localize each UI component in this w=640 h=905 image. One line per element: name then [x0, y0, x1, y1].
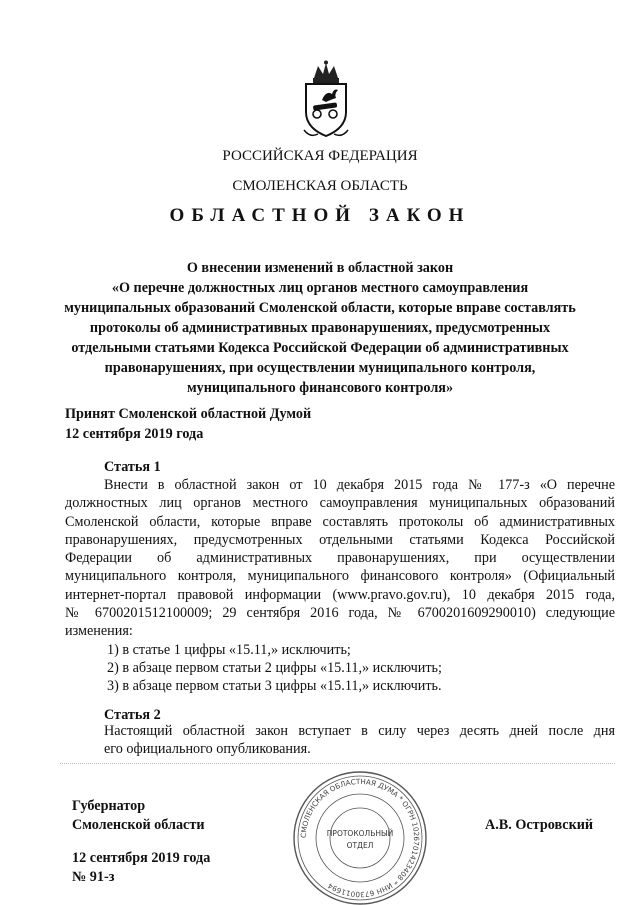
seal-center-line2: ОТДЕЛ — [346, 841, 374, 850]
adopted-block — [65, 404, 465, 444]
scan-artifact-divider — [60, 763, 615, 768]
article-1-item: 2) в абзаце первом статьи 2 цифры «15.11,» исключить; — [107, 659, 442, 676]
article-1-line: интернет-портал правовой информации (www.pravo.gov.ru), 10 декабря 2015 года, — [65, 586, 615, 603]
signatory-position — [72, 797, 205, 835]
official-seal-stamp — [290, 770, 430, 905]
position-line: Смоленской области — [72, 817, 205, 833]
article-2-body — [65, 722, 615, 759]
document-type-title: ОБЛАСТНОЙ ЗАКОН — [169, 205, 471, 226]
country-heading: РОССИЙСКАЯ ФЕДЕРАЦИЯ — [222, 148, 418, 164]
adopted-by: Принят Смоленской областной Думой — [65, 406, 312, 422]
article-1-line: Внести в областной закон от 10 декабря 2015 года № 177-з «О перечне — [104, 477, 615, 493]
subject-line: О внесении изменений в областной закон — [186, 260, 454, 276]
seal-center-line1: ПРОТОКОЛЬНЫЙ — [326, 829, 394, 838]
article-1-line: № 6700201512100009; 29 сентября 2016 года, № 6700201609290010) следующие — [65, 605, 615, 622]
article-2-title: Статья 2 — [104, 707, 161, 723]
region-heading: СМОЛЕНСКАЯ ОБЛАСТЬ — [232, 178, 408, 194]
article-2-line: Настоящий областной закон вступает в силу через десять дней после дня — [104, 723, 615, 739]
law-date: 12 сентября 2019 года — [72, 850, 211, 866]
article-1-item: 3) в абзаце первом статьи 3 цифры «15.11,» исключить. — [107, 678, 442, 695]
article-1-line: муниципального контроля, муниципального финансового контроля» (Официальный — [65, 568, 615, 585]
seal-ring-text: СМОЛЕНСКАЯ ОБЛАСТНАЯ ДУМА * ОГРН 1026701423408 * ИНН 6730011694 — [298, 776, 422, 900]
subject-line: муниципальных образований Смоленской области, которые вправе составлять — [64, 300, 576, 316]
article-1-line: должностных лиц органов местного самоуправления муниципальных образований — [65, 495, 615, 512]
law-number: № 91-з — [72, 869, 115, 885]
signatory-name: А.В. Островский — [485, 817, 594, 833]
article-1-title: Статья 1 — [104, 459, 161, 475]
article-1-line: Смоленской области, которые вправе составлять протоколы об административных — [65, 513, 615, 530]
subject-line: «О перечне должностных лиц органов местного самоуправления — [111, 280, 529, 296]
article-1-line: правонарушениях, предусмотренных отдельными статьями Кодекса Российской — [65, 531, 615, 548]
article-1-line: изменения: — [65, 623, 133, 640]
law-date-number — [72, 849, 210, 887]
law-subject — [0, 258, 640, 398]
article-1-line: Федерации об административных правонарушениях, при осуществлении — [65, 550, 615, 567]
subject-line: отдельными статьями Кодекса Российской Федерации об административных — [71, 340, 569, 356]
article-1-body — [65, 476, 615, 696]
adopted-date: 12 сентября 2019 года — [65, 426, 204, 442]
article-1-item: 1) в статье 1 цифры «15.11,» исключить; — [107, 641, 351, 658]
subject-line: муниципального финансового контроля» — [186, 380, 454, 396]
article-2-line: его официального опубликования. — [104, 741, 311, 758]
coat-of-arms-emblem — [296, 60, 356, 140]
subject-line: протоколы об административных правонарушениях, предусмотренных — [89, 320, 551, 336]
subject-line: правонарушениях, при осуществлении муниципального контроля, — [104, 360, 536, 376]
position-line: Губернатор — [72, 798, 146, 814]
